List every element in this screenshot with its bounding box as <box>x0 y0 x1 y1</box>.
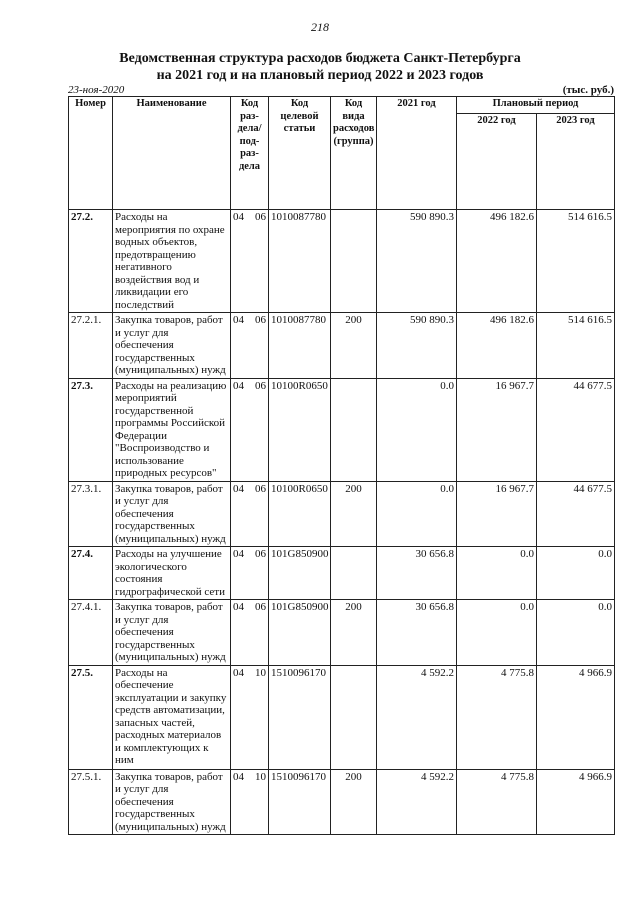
row-name: Расходы на мероприятия по охране водных объектов, предотвращению негативного воздействия вод и ликвидации его последствий <box>113 210 231 313</box>
title-line-1: Ведомственная структура расходов бюджета Санкт-Петербурга <box>119 51 521 66</box>
row-number: 27.2.1. <box>69 313 113 379</box>
row-cs: 10100R0650 <box>269 481 331 547</box>
table-row <box>69 481 615 547</box>
row-cs: 101G850900 <box>269 600 331 666</box>
row-rz: 04 <box>233 770 244 783</box>
row-2021: 30 656.8 <box>377 600 457 666</box>
row-name: Закупка товаров, работ и услуг для обеспечения государственных (муниципальных) нужд <box>113 313 231 379</box>
header-vr: Код вида расходов (группа) <box>331 97 377 210</box>
row-2022: 16 967.7 <box>457 378 537 481</box>
row-rz: 04 <box>233 211 244 223</box>
row-number: 27.4.1. <box>69 600 113 666</box>
row-cs: 1510096170 <box>269 665 331 769</box>
row-2022: 496 182.6 <box>457 313 537 379</box>
document-title <box>0 50 640 84</box>
row-pr: 10 <box>255 666 266 679</box>
header-razdel: Код раз-дела/ под-раз-дела <box>231 97 269 210</box>
header-plan: Плановый период <box>457 97 615 114</box>
row-vr <box>331 210 377 313</box>
table-row <box>69 378 615 481</box>
row-2023: 0.0 <box>537 600 615 666</box>
row-2022: 0.0 <box>457 600 537 666</box>
table-row <box>69 313 615 379</box>
row-rz: 04 <box>233 482 244 495</box>
row-vr <box>331 665 377 769</box>
row-2023: 514 616.5 <box>537 313 615 379</box>
table-row <box>69 547 615 600</box>
row-name: Закупка товаров, работ и услуг для обеспечения государственных (муниципальных) нужд <box>113 600 231 666</box>
header-2021: 2021 год <box>377 97 457 210</box>
table-body <box>69 210 615 835</box>
row-2021: 4 592.2 <box>377 665 457 769</box>
row-rz: 04 <box>233 548 244 560</box>
row-2022: 496 182.6 <box>457 210 537 313</box>
row-2022: 4 775.8 <box>457 665 537 769</box>
row-cs: 1510096170 <box>269 769 331 835</box>
row-name: Расходы на обеспечение эксплуатации и закупку средств автоматизации, запасных частей, расходных материалов и комплектующих к ним <box>113 665 231 769</box>
row-razdel <box>231 769 269 835</box>
table-row <box>69 665 615 769</box>
row-2022: 4 775.8 <box>457 769 537 835</box>
row-cs: 1010087780 <box>269 313 331 379</box>
row-pr: 10 <box>255 770 266 783</box>
row-name: Закупка товаров, работ и услуг для обеспечения государственных (муниципальных) нужд <box>113 481 231 547</box>
row-pr: 06 <box>255 379 266 392</box>
page-number: 218 <box>311 20 329 34</box>
row-2022: 0.0 <box>457 547 537 600</box>
row-pr: 06 <box>255 314 266 326</box>
row-rz: 04 <box>233 314 244 326</box>
row-razdel <box>231 378 269 481</box>
row-2023: 44 677.5 <box>537 481 615 547</box>
row-number: 27.5. <box>69 665 113 769</box>
row-number: 27.4. <box>69 547 113 600</box>
row-rz: 04 <box>233 666 244 679</box>
row-vr <box>331 378 377 481</box>
row-2021: 590 890.3 <box>377 210 457 313</box>
units-label: (тыс. руб.) <box>562 84 614 96</box>
row-2021: 4 592.2 <box>377 769 457 835</box>
row-pr: 06 <box>255 211 266 223</box>
document-date: 23-ноя-2020 <box>68 84 125 96</box>
row-rz: 04 <box>233 379 244 392</box>
table-row <box>69 769 615 835</box>
header-naim: Наименование <box>113 97 231 210</box>
title-line-2: на 2021 год и на плановый период 2022 и 2023 годов <box>156 68 484 83</box>
row-2023: 0.0 <box>537 547 615 600</box>
row-cs: 1010087780 <box>269 210 331 313</box>
row-number: 27.2. <box>69 210 113 313</box>
row-razdel <box>231 547 269 600</box>
row-cs: 101G850900 <box>269 547 331 600</box>
row-2021: 590 890.3 <box>377 313 457 379</box>
row-razdel <box>231 313 269 379</box>
row-2023: 514 616.5 <box>537 210 615 313</box>
row-number: 27.3. <box>69 378 113 481</box>
header-nomer: Номер <box>69 97 113 210</box>
row-razdel <box>231 600 269 666</box>
row-pr: 06 <box>255 601 266 613</box>
header-2022: 2022 год <box>457 114 537 210</box>
row-name: Расходы на реализацию мероприятий государственной программы Российской Федерации "Воспроизводство и использование природных ресурсов" <box>113 378 231 481</box>
row-number: 27.3.1. <box>69 481 113 547</box>
row-cs: 10100R0650 <box>269 378 331 481</box>
row-rz: 04 <box>233 601 244 613</box>
row-name: Расходы на улучшение экологического состояния гидрографической сети <box>113 547 231 600</box>
row-pr: 06 <box>255 482 266 495</box>
row-2021: 0.0 <box>377 481 457 547</box>
table-row <box>69 600 615 666</box>
table-row <box>69 210 615 313</box>
row-number: 27.5.1. <box>69 769 113 835</box>
row-2021: 30 656.8 <box>377 547 457 600</box>
row-2023: 4 966.9 <box>537 769 615 835</box>
row-2023: 4 966.9 <box>537 665 615 769</box>
row-name: Закупка товаров, работ и услуг для обеспечения государственных (муниципальных) нужд <box>113 769 231 835</box>
header-2023: 2023 год <box>537 114 615 210</box>
row-razdel <box>231 481 269 547</box>
row-vr: 200 <box>331 481 377 547</box>
row-pr: 06 <box>255 548 266 560</box>
row-vr <box>331 547 377 600</box>
row-2022: 16 967.7 <box>457 481 537 547</box>
row-vr: 200 <box>331 600 377 666</box>
header-cs: Код целевой статьи <box>269 97 331 210</box>
row-vr: 200 <box>331 313 377 379</box>
row-razdel <box>231 665 269 769</box>
row-razdel <box>231 210 269 313</box>
row-2023: 44 677.5 <box>537 378 615 481</box>
row-2021: 0.0 <box>377 378 457 481</box>
budget-table <box>68 96 615 835</box>
row-vr: 200 <box>331 769 377 835</box>
